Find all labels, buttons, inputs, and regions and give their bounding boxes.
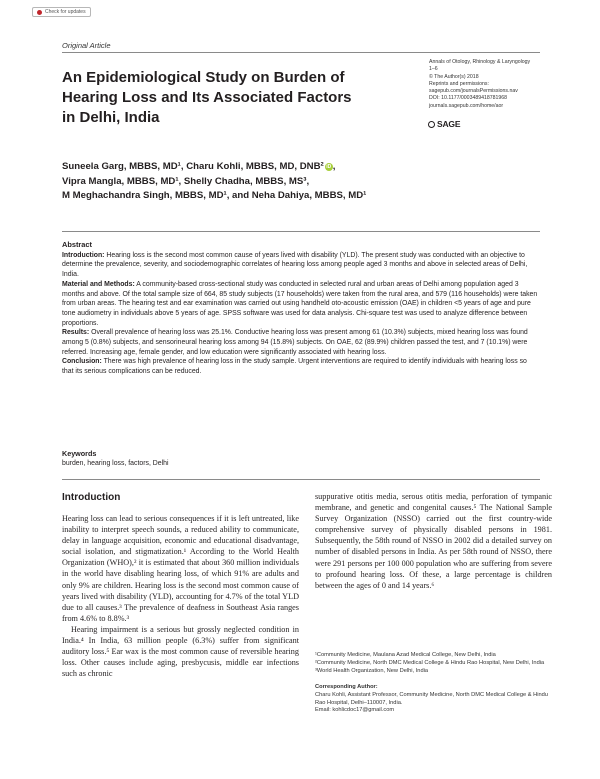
title-line: Hearing Loss and Its Associated Factors <box>62 89 352 106</box>
author-line: Vipra Mangla, MBBS, MD¹, Shelly Chadha, MBBS, MS³, <box>62 175 310 187</box>
corresponding-author-email[interactable]: Email: kohlicdoc17@gmail.com <box>315 707 395 714</box>
check-for-updates-badge[interactable] <box>32 7 91 17</box>
publisher-logo <box>428 119 460 129</box>
corresponding-author-text: Charu Kohli, Assistant Professor, Community Medicine, North DMC Medical College & Hindu Rao Hospital, Delhi–110007, India. <box>315 691 548 706</box>
author-list <box>62 160 482 204</box>
footnotes <box>315 652 552 715</box>
sage-logo-icon <box>428 121 435 128</box>
corresponding-author-heading: Corresponding Author: <box>315 683 378 690</box>
journal-home-link[interactable]: journals.sagepub.com/home/aor <box>429 102 504 109</box>
introduction-paragraph: suppurative otitis media, serous otitis media, perforation of tympanic membrane, and genetic and congenital causes.⁵ The National Sample Survey Organization (NSSO) carried out the first country-wide comprehensive survey of physically disabled persons in 1981. Subsequently, the 58th round of NSSO in 2002 did a detailed survey on number of disabled persons in India. As per 58th round of NSSO, there were 291 persons per 100 000 population who are suffering from severe to profound hearing loss. Of these, a large percentage is children between the ages of 0 and 14 years.⁶ <box>315 492 552 590</box>
journal-pages: 1–6 <box>429 66 438 73</box>
abstract-methods: Material and Methods: A community-based cross-sectional study was conducted in selected rural and urban areas of Delhi among population aged 3 months and above. Of the total sample size of 664, 85 study subjects (17 households) were taken from the rural area, and 579 (116 households) were taken from urban areas. The hearing test and ear examination was carried out using handheld oto-acoustic emission (OAE) in children <5 years of age and pure tone audiometry in individuals above 5 years of age. SPSS software was used for data analysis. Chi-square test was used to analyze difference between proportions. <box>62 280 538 327</box>
author-line: Suneela Garg, MBBS, MD¹, Charu Kohli, MBBS, MD, DNB² <box>62 161 324 172</box>
affiliation: ³World Health Organization, New Delhi, India <box>315 667 429 674</box>
permissions-link[interactable]: sagepub.com/journalsPermissions.nav <box>429 88 518 95</box>
abstract-introduction: Introduction: Hearing loss is the second most common cause of years lived with disability (YLD). The present study was conducted with an objective to determine the prevalence, severity, and sociodemographic correlates of hearing loss among people aged 3 months and above in selected areas of Delhi, India. <box>62 251 528 279</box>
header-rule <box>62 52 540 53</box>
journal-reprints: Reprints and permissions: <box>429 80 489 87</box>
abstract-results: Results: Overall prevalence of hearing loss was 25.1%. Conductive hearing loss was present among 61 (10.3%) subjects, mixed hearing loss was found among 5 (0.8%) subjects, and sensorineural hearing loss among 94 (15.8%) subjects. On OAE, 62 (89.9%) children passed the test, and 7 (10.1%) were referred. Increasing age, female gender, and low education were significantly associated with hearing loss. <box>62 329 528 356</box>
doi-link[interactable]: DOI: 10.1177/0003489418781968 <box>429 95 508 102</box>
abstract-conclusion: Conclusion: There was high prevalence of hearing loss in the study sample. Urgent interventions are required to identify individuals with hearing loss so that its serious complications can be reduced. <box>62 358 527 376</box>
body-column-right <box>315 491 552 591</box>
affiliation: ¹Community Medicine, Maulana Azad Medical College, New Delhi, India <box>315 652 496 658</box>
author-line: M Meghachandra Singh, MBBS, MD¹, and Neha Dahiya, MBBS, MD¹ <box>62 190 367 201</box>
abstract-rule <box>62 231 540 232</box>
title-line: in Delhi, India <box>62 109 160 126</box>
journal-name: Annals of Otology, Rhinology & Laryngology <box>429 59 531 65</box>
article-title <box>62 68 407 128</box>
introduction-paragraph: Hearing loss can lead to serious consequences if it is left untreated, like inability to interpret speech sounds, a reduced ability to communicate, delay in language acquisition, economic and educational disadvantage, social isolation, and stigmatization.¹ According to the World Health Organization (WHO),² it is estimated that about 360 million individuals in the world have disabling hearing loss, of which 91% are adults and only 9% are children. Hearing loss is the second most common cause of years lived with disability (YLD), accounting for 4.7% of the total YLD due to all causes.³ The prevalence of deafness in Southeast Asia ranges from 4.6% to 8.8%.³ <box>62 514 299 623</box>
keywords <box>62 449 540 468</box>
orcid-icon[interactable]: iD <box>326 164 332 170</box>
title-line: An Epidemiological Study on Burden of <box>62 69 345 86</box>
updates-icon <box>37 10 42 15</box>
keywords-text: burden, hearing loss, factors, Delhi <box>62 459 169 467</box>
affiliation: ²Community Medicine, North DMC Medical College & Hindu Rao Hospital, New Delhi, India <box>315 659 545 666</box>
abstract-heading: Abstract <box>62 240 92 249</box>
journal-copyright: © The Author(s) 2018 <box>429 73 479 80</box>
abstract <box>62 240 540 377</box>
body-column-left <box>62 492 299 679</box>
introduction-paragraph: Hearing impairment is a serious but grossly neglected condition in India.⁴ In India, 63 million people (6.3%) suffer from significant auditory loss.⁵ Ear wax is the most common cause of reversible hearing loss. Other causes include aging, presbycusis, middle ear infections such as chronic <box>62 624 299 679</box>
badge-label: Check for updates <box>45 9 86 15</box>
body-rule <box>62 479 540 480</box>
author-line-tail: , <box>332 161 336 172</box>
introduction-heading: Introduction <box>62 492 121 503</box>
article-type: Original Article <box>62 41 111 50</box>
publisher-name: SAGE <box>437 119 461 129</box>
journal-info <box>429 59 559 110</box>
keywords-heading: Keywords <box>62 449 97 458</box>
